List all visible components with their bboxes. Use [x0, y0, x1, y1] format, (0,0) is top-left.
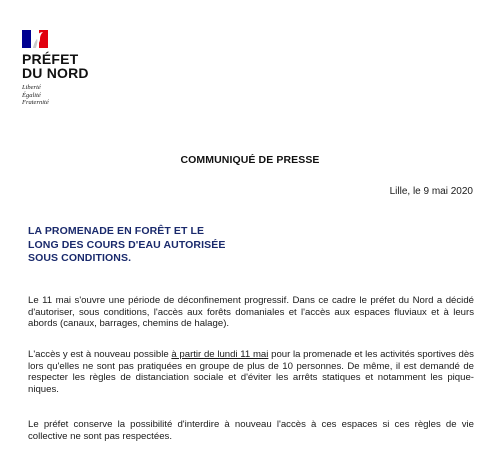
paragraph-2-end: pour la promenade et les activités sportives dès lors qu'elles ne sont pas pratiquées en groupe de plus de 10 personnes. De même, il est demandé de respecter les règles de distanciation sociale et d'éviter les arrêts statiques et notamment les pique-niques.: [28, 349, 474, 395]
headline-line-2: LONG DES COURS D'EAU AUTORISÉE: [28, 238, 226, 251]
date-line: Lille, le 9 mai 2020: [389, 186, 473, 197]
devise-egalite: Égalité: [22, 91, 41, 99]
devise: [22, 84, 132, 107]
logo-line-2: DU NORD: [22, 65, 89, 81]
paragraph-2: [28, 349, 474, 395]
logo-line-1: PRÉFET: [22, 51, 79, 67]
paragraph-2-underlined-date: à partir de lundi 11 mai: [171, 349, 269, 360]
headline-line-3: SOUS CONDITIONS.: [28, 252, 132, 264]
devise-liberte: Liberté: [22, 84, 41, 91]
headline: [28, 225, 328, 266]
paragraph-1: Le 11 mai s'ouvre une période de déconfinement progressif. Dans ce cadre le préfet du Nord a décidé d'autoriser, sous conditions, l'accès aux forêts domaniales et l'accès aux espaces fluviaux et à leurs abords (canaux, barrages, chemins de halage).: [28, 295, 474, 330]
paragraph-3: Le préfet conserve la possibilité d'interdire à nouveau l'accès à ces espaces si ces règles de vie collective ne sont pas respectées.: [28, 419, 474, 442]
marianne-logo-icon: [22, 30, 48, 48]
prefecture-logo: [22, 30, 132, 107]
devise-fraternite: Fraternité: [22, 99, 49, 106]
paragraph-2-start: L'accès y est à nouveau possible: [28, 349, 172, 360]
communique-title: COMMUNIQUÉ DE PRESSE: [180, 154, 320, 166]
headline-line-1: LA PROMENADE EN FORÊT ET LE: [28, 225, 205, 237]
